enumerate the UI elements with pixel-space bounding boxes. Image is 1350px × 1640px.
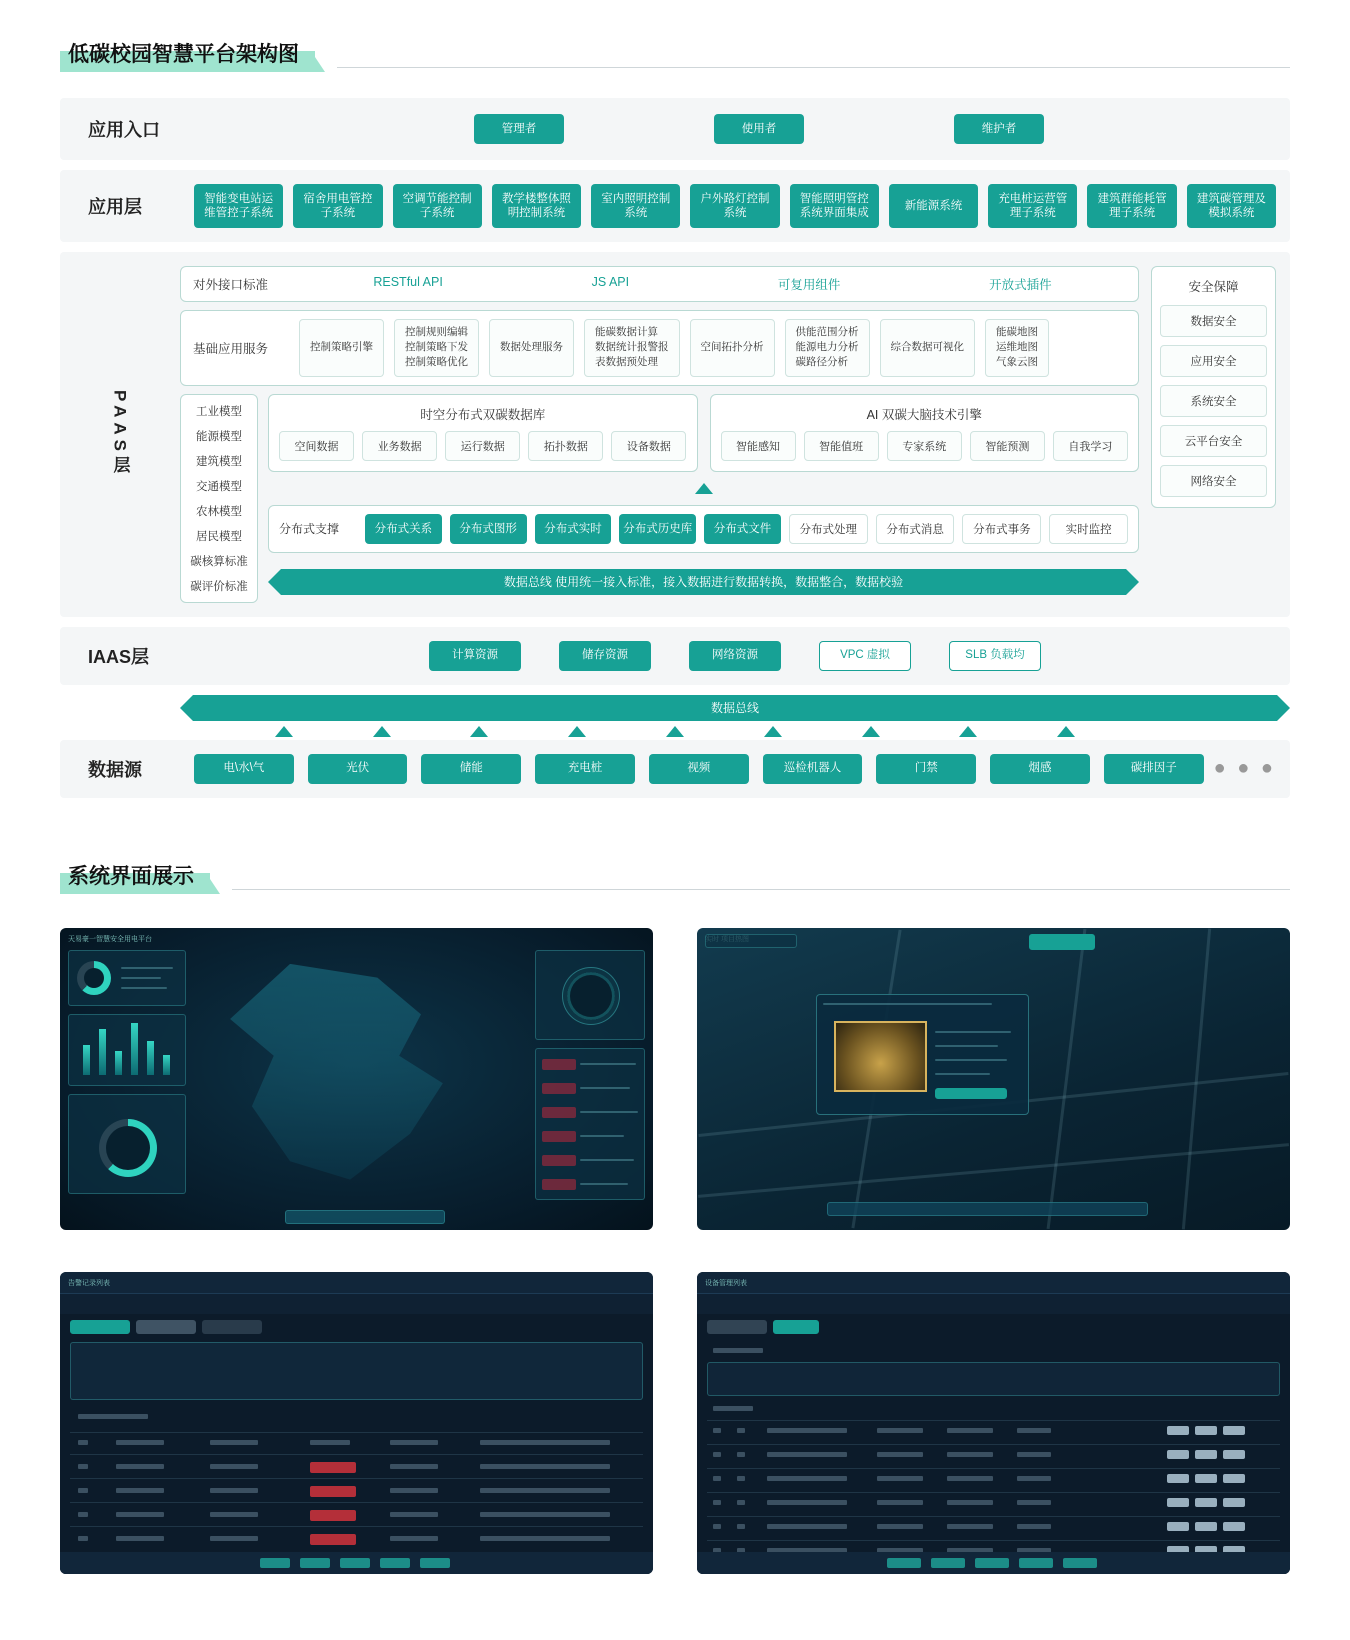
showcase-rule <box>232 889 1290 890</box>
dist-processing[interactable]: 分布式处理 <box>789 514 868 544</box>
tab-secondary[interactable] <box>136 1320 196 1334</box>
energy-scope-analysis: 供能范围分析 <box>795 326 859 338</box>
db-chip-topology[interactable]: 拓扑数据 <box>528 431 603 461</box>
control-rule-optimize: 控制策略优化 <box>405 356 468 369</box>
entry-items <box>194 108 1276 150</box>
radar-chart <box>562 967 620 1025</box>
ds-item-utilities[interactable]: 电\水\气 <box>194 754 294 784</box>
security-item-data[interactable]: 数据安全 <box>1160 305 1267 337</box>
app-item-7[interactable]: 智能照明管控系统界面集成 <box>790 184 879 228</box>
toolbar-panel[interactable] <box>707 1362 1280 1396</box>
kpi-donut-chart <box>77 961 111 995</box>
model-building[interactable]: 建筑模型 <box>196 455 242 468</box>
control-rule-edit: 控制规则编辑 <box>405 326 468 338</box>
basic-services-title: 基础应用服务 <box>193 341 269 356</box>
architecture-title: 低碳校园智慧平台架构图 <box>60 34 315 72</box>
db-to-distributed-connector <box>268 480 1139 497</box>
interface-js-api[interactable]: JS API <box>591 275 630 289</box>
up-arrow-icon-4 <box>568 726 586 737</box>
up-arrow-icon-6 <box>764 726 782 737</box>
card-action-button[interactable] <box>935 1088 1007 1099</box>
alarm-list-panel <box>535 1048 645 1200</box>
screenshot-alarm-table[interactable] <box>60 1272 653 1574</box>
visualization-label: 综合数据可视化 <box>890 341 964 354</box>
db-chip-spatial[interactable]: 空间数据 <box>279 431 354 461</box>
database-box <box>268 394 698 472</box>
screenshot-device-table[interactable] <box>697 1272 1290 1574</box>
table-body-2 <box>697 1314 1290 1574</box>
app-item-5[interactable]: 室内照明控制系统 <box>591 184 680 228</box>
pagination-bar[interactable] <box>60 1552 653 1574</box>
gauge-chart <box>99 1119 157 1177</box>
app-item-9[interactable]: 充电桩运营管理子系统 <box>988 184 1077 228</box>
service-maps <box>985 319 1049 377</box>
app-item-11[interactable]: 建筑碳管理及模拟系统 <box>1187 184 1276 228</box>
iaas-data-bus: 数据总线 <box>193 695 1277 721</box>
carbon-data-alarm: 数据统计报警报 <box>595 341 669 354</box>
ds-item-storage[interactable]: 储能 <box>421 754 521 784</box>
model-industry[interactable]: 工业模型 <box>196 405 242 418</box>
paas-band <box>60 252 1290 617</box>
app-layer-label: 应用层 <box>88 197 142 217</box>
window-controls[interactable] <box>705 934 797 948</box>
dist-file[interactable]: 分布式文件 <box>704 514 781 544</box>
interface-reusable-components[interactable]: 可复用组件 <box>777 278 841 292</box>
service-data-processing[interactable]: 数据处理服务 <box>489 319 574 377</box>
breadcrumb-bar <box>60 1294 653 1314</box>
control-rule-dispatch: 控制策略下发 <box>405 341 468 354</box>
interface-restful-api[interactable]: RESTful API <box>373 275 443 289</box>
db-chip-device[interactable]: 设备数据 <box>611 431 686 461</box>
iaas-label: IAAS层 <box>88 646 150 667</box>
dist-relational[interactable]: 分布式关系 <box>365 514 442 544</box>
dist-graph[interactable]: 分布式图形 <box>450 514 527 544</box>
ds-item-access-control[interactable]: 门禁 <box>876 754 976 784</box>
showcase-section-header <box>60 856 1290 894</box>
architecture-section-header <box>60 34 1290 72</box>
iaas-item-compute[interactable]: 计算资源 <box>429 641 521 671</box>
up-arrow-icon-7 <box>862 726 880 737</box>
tab-tertiary[interactable] <box>202 1320 262 1334</box>
map-region-shape <box>208 964 481 1194</box>
db-chip-business[interactable]: 业务数据 <box>362 431 437 461</box>
carbon-path-analysis: 碳路径分析 <box>795 356 848 369</box>
security-column <box>1151 266 1276 603</box>
heatmap-toggle[interactable] <box>1029 934 1095 950</box>
model-resident[interactable]: 居民模型 <box>196 530 242 543</box>
model-energy[interactable]: 能源模型 <box>196 430 242 443</box>
dist-monitoring[interactable]: 实时监控 <box>1049 514 1128 544</box>
screenshot-3-caption: 告警记录列表 <box>68 1279 110 1287</box>
data-source-label: 数据源 <box>88 759 142 780</box>
entry-item-admin[interactable]: 管理者 <box>474 114 564 144</box>
distributed-box <box>268 505 1139 553</box>
iaas-item-vpc[interactable]: VPC 虚拟 <box>819 641 911 671</box>
service-energy-analysis <box>785 319 870 377</box>
filter-panel[interactable] <box>70 1342 643 1400</box>
app-item-6[interactable]: 户外路灯控制系统 <box>690 184 779 228</box>
model-agriculture[interactable]: 农林模型 <box>196 505 242 518</box>
screenshot-gallery <box>60 928 1290 1624</box>
data-source-items <box>194 750 1204 788</box>
security-item-cloud[interactable]: 云平台安全 <box>1160 425 1267 457</box>
model-carbon-evaluation[interactable]: 碳评价标准 <box>190 580 248 593</box>
header-rule <box>337 67 1290 68</box>
interface-open-plugins[interactable]: 开放式插件 <box>989 278 1052 292</box>
ds-item-smoke-sensor[interactable]: 烟感 <box>990 754 1090 784</box>
ds-item-carbon-factor[interactable]: 碳排因子 <box>1104 754 1204 784</box>
ai-chip-expert[interactable]: 专家系统 <box>887 431 962 461</box>
entry-spacer <box>194 114 474 144</box>
db-chip-runtime[interactable]: 运行数据 <box>445 431 520 461</box>
service-visualization[interactable] <box>880 319 976 377</box>
app-item-3[interactable]: 空调节能控制子系统 <box>393 184 482 228</box>
basic-services-box <box>180 310 1139 386</box>
up-arrow-icon-2 <box>373 726 391 737</box>
ds-item-inspection-robot[interactable]: 巡检机器人 <box>763 754 863 784</box>
device-photo <box>834 1021 927 1092</box>
ops-map: 运维地图 <box>996 341 1038 354</box>
entry-label: 应用入口 <box>88 120 160 140</box>
app-layer-band <box>60 170 1290 242</box>
showcase-title: 系统界面展示 <box>60 856 210 894</box>
security-title: 安全保障 <box>1188 280 1239 294</box>
service-control-engine[interactable]: 控制策略引擎 <box>299 319 384 377</box>
architecture-diagram <box>60 98 1290 798</box>
up-arrow-icon-9 <box>1057 726 1075 737</box>
entry-item-user[interactable]: 使用者 <box>714 114 804 144</box>
carbon-map: 能碳地图 <box>996 326 1038 338</box>
ds-item-charging-pile[interactable]: 充电桩 <box>535 754 635 784</box>
interface-standard-box <box>180 266 1139 302</box>
up-arrow-icon <box>695 483 713 494</box>
screenshot-4-caption: 设备管理列表 <box>705 1279 747 1287</box>
data-source-band <box>60 740 1290 798</box>
device-info-card[interactable] <box>816 994 1029 1115</box>
table-body <box>60 1314 653 1574</box>
iaas-item-network[interactable]: 网络资源 <box>689 641 781 671</box>
database-title: 时空分布式双碳数据库 <box>420 407 546 422</box>
ai-chip-duty[interactable]: 智能值班 <box>804 431 879 461</box>
ai-engine-box <box>710 394 1140 472</box>
gauge-panel <box>68 1094 186 1194</box>
kpi-panel <box>68 950 186 1006</box>
interface-standard-title: 对外接口标准 <box>193 278 269 292</box>
app-item-2[interactable]: 宿舍用电管控子系统 <box>293 184 382 228</box>
dist-history[interactable]: 分布式历史库 <box>619 514 696 544</box>
ds-item-pv[interactable]: 光伏 <box>308 754 408 784</box>
screenshot-campus-3d-monitor[interactable] <box>697 928 1290 1230</box>
paas-label-wrap <box>60 266 180 603</box>
ai-engine-title: AI 双碳大脑技术引擎 <box>866 407 982 422</box>
paas-bus-wrap <box>268 561 1139 597</box>
security-item-app[interactable]: 应用安全 <box>1160 345 1267 377</box>
energy-power-analysis: 能源电力分析 <box>795 341 859 354</box>
breadcrumb-bar-2 <box>697 1294 1290 1314</box>
entry-item-maintainer[interactable]: 维护者 <box>954 114 1044 144</box>
iaas-band <box>60 627 1290 685</box>
iaas-item-slb[interactable]: SLB 负载均 <box>949 641 1041 671</box>
paas-label: PAAS层 <box>110 390 130 479</box>
radar-panel <box>535 950 645 1040</box>
ai-chip-perception[interactable]: 智能感知 <box>721 431 796 461</box>
bar-chart-panel <box>68 1014 186 1086</box>
up-arrow-icon-8 <box>959 726 977 737</box>
carbon-data-calc: 能碳数据计算 <box>595 326 658 338</box>
screenshot-1-caption: 天易豪一智慧安全用电平台 <box>68 935 152 943</box>
model-carbon-accounting[interactable]: 碳核算标准 <box>190 555 248 568</box>
bottom-tab-bar[interactable] <box>827 1202 1147 1216</box>
service-control-rules <box>394 319 479 377</box>
pagination-bar-2[interactable] <box>697 1552 1290 1574</box>
model-list <box>180 394 258 603</box>
security-item-network[interactable]: 网络安全 <box>1160 465 1267 497</box>
tab-active[interactable] <box>70 1320 130 1334</box>
filter-tab-active[interactable] <box>773 1320 819 1334</box>
up-arrow-icon-1 <box>275 726 293 737</box>
dist-transaction[interactable]: 分布式事务 <box>962 514 1041 544</box>
app-item-8[interactable]: 新能源系统 <box>889 184 978 228</box>
service-spatial-topology[interactable]: 空间拓扑分析 <box>690 319 775 377</box>
dist-message[interactable]: 分布式消息 <box>876 514 955 544</box>
bottom-toolbar[interactable] <box>285 1210 445 1224</box>
screenshot-energy-platform-map[interactable] <box>60 928 653 1230</box>
app-item-1[interactable]: 智能变电站运维管控子系统 <box>194 184 283 228</box>
paas-data-bus: 数据总线 使用统一接入标准，接入数据进行数据转换，数据整合，数据校验 <box>281 569 1126 595</box>
app-item-10[interactable]: 建筑群能耗管理子系统 <box>1087 184 1176 228</box>
model-transport[interactable]: 交通模型 <box>196 480 242 493</box>
distributed-title: 分布式支撑 <box>279 522 340 537</box>
page-root <box>0 34 1350 1640</box>
security-item-system[interactable]: 系统安全 <box>1160 385 1267 417</box>
iaas-items <box>194 637 1276 675</box>
up-arrow-icon-3 <box>470 726 488 737</box>
up-arrow-icon-5 <box>666 726 684 737</box>
weather-cloud-map: 气象云图 <box>996 356 1038 369</box>
filter-tab[interactable] <box>707 1320 767 1334</box>
entry-band <box>60 98 1290 160</box>
ai-chip-forecast[interactable]: 智能预测 <box>970 431 1045 461</box>
app-header-bar-2 <box>697 1272 1290 1294</box>
service-carbon-data <box>584 319 680 377</box>
data-source-arrows <box>60 723 1290 740</box>
ds-item-video[interactable]: 视频 <box>649 754 749 784</box>
app-item-4[interactable]: 教学楼整体照明控制系统 <box>492 184 581 228</box>
iaas-bus-wrap <box>60 695 1290 721</box>
dist-realtime[interactable]: 分布式实时 <box>535 514 612 544</box>
ai-chip-self-learning[interactable]: 自我学习 <box>1053 431 1128 461</box>
app-layer-items <box>194 180 1276 232</box>
carbon-data-preprocess: 表数据预处理 <box>595 356 658 369</box>
data-source-more-dots: ● ● ● <box>1213 757 1276 780</box>
app-header-bar <box>60 1272 653 1294</box>
iaas-item-storage[interactable]: 储存资源 <box>559 641 651 671</box>
